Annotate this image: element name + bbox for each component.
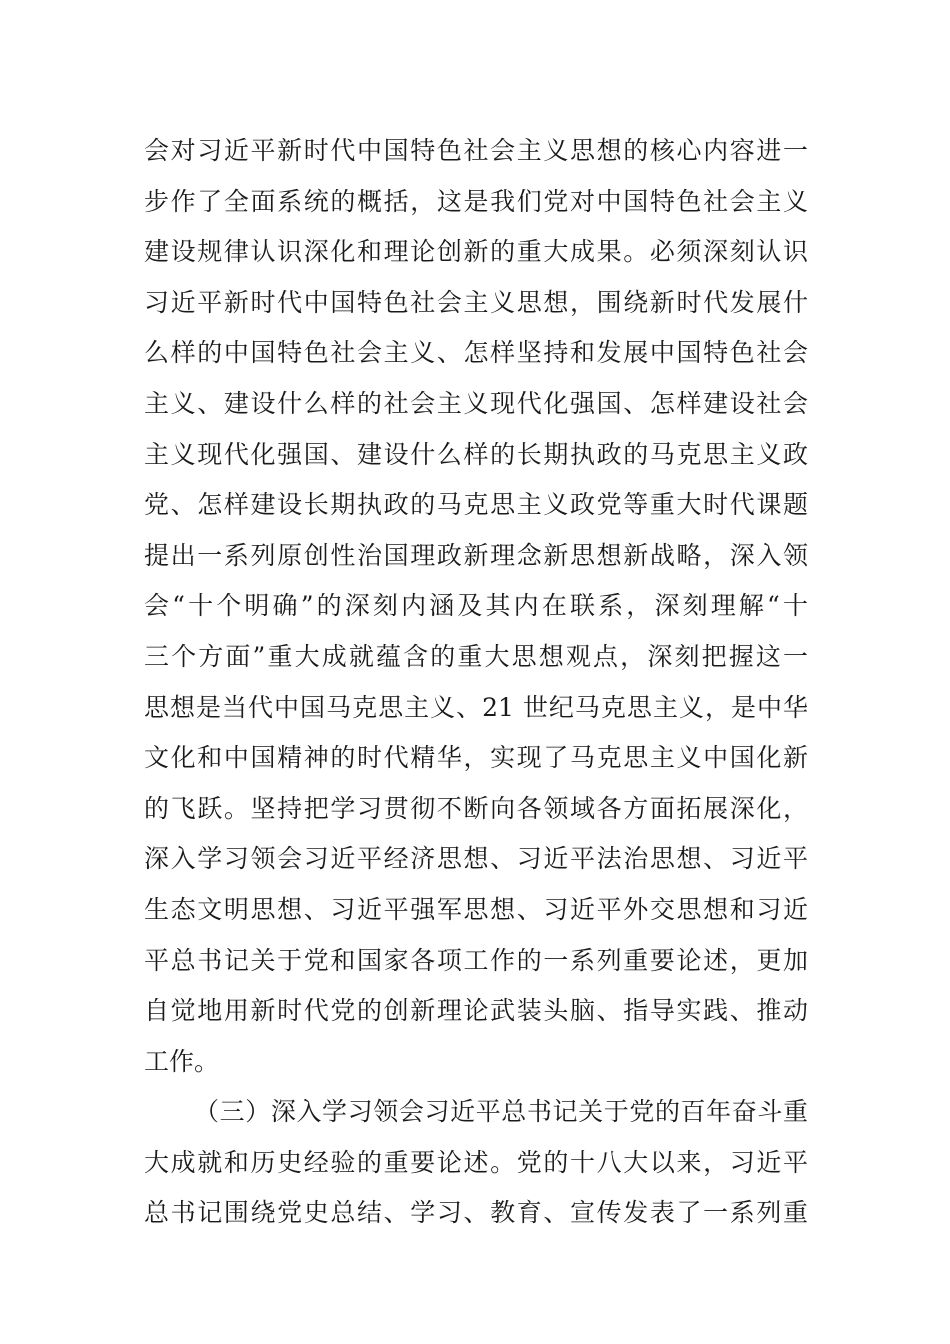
paragraph-1-line-14: 的飞跃。坚持把学习贯彻不断向各领域各方面拓展深化， — [144, 793, 808, 823]
paragraph-1-line-9: 提出一系列原创性治国理政新理念新思想新战略，深入领 — [144, 540, 808, 570]
paragraph-1-line-13: 文化和中国精神的时代精华，实现了马克思主义中国化新 — [144, 743, 808, 773]
paragraph-2-line-3: 总书记围绕党史总结、学习、教育、宣传发表了一系列重 — [144, 1198, 808, 1228]
paragraph-1-line-16: 生态文明思想、习近平强军思想、习近平外交思想和习近 — [144, 894, 808, 924]
paragraph-1-line-10: 会“十个明确”的深刻内涵及其内在联系，深刻理解“十 — [144, 591, 808, 621]
paragraph-1-line-17: 平总书记关于党和国家各项工作的一系列重要论述，更加 — [144, 945, 808, 975]
paragraph-1-line-18: 自觉地用新时代党的创新理论武装头脑、指导实践、推动 — [144, 996, 808, 1026]
paragraph-1-line-2: 步作了全面系统的概括，这是我们党对中国特色社会主义 — [144, 186, 808, 216]
paragraph-2-line-1: （三）深入学习领会习近平总书记关于党的百年奋斗重 — [194, 1097, 808, 1127]
paragraph-1-line-4: 习近平新时代中国特色社会主义思想，围绕新时代发展什 — [144, 287, 808, 317]
paragraph-1-line-3: 建设规律认识深化和理论创新的重大成果。必须深刻认识 — [144, 237, 808, 267]
paragraph-1-line-6: 主义、建设什么样的社会主义现代化强国、怎样建设社会 — [144, 388, 808, 418]
paragraph-2-line-2: 大成就和历史经验的重要论述。党的十八大以来，习近平 — [144, 1147, 808, 1177]
paragraph-1-line-12: 思想是当代中国马克思主义、21 世纪马克思主义，是中华 — [144, 692, 808, 722]
paragraph-1-line-1: 会对习近平新时代中国特色社会主义思想的核心内容进一 — [144, 136, 808, 165]
paragraph-1-line-15: 深入学习领会习近平经济思想、习近平法治思想、习近平 — [144, 844, 808, 874]
body-text — [144, 126, 808, 1239]
paragraph-1-line-5: 么样的中国特色社会主义、怎样坚持和发展中国特色社会 — [144, 338, 808, 368]
paragraph-1-line-8: 党、怎样建设长期执政的马克思主义政党等重大时代课题 — [144, 490, 808, 520]
paragraph-1-line-7: 主义现代化强国、建设什么样的长期执政的马克思主义政 — [144, 439, 808, 469]
paragraph-1-line-19: 工作。 — [144, 1046, 220, 1076]
paragraph-1-line-11: 三个方面”重大成就蕴含的重大思想观点，深刻把握这一 — [144, 641, 808, 671]
